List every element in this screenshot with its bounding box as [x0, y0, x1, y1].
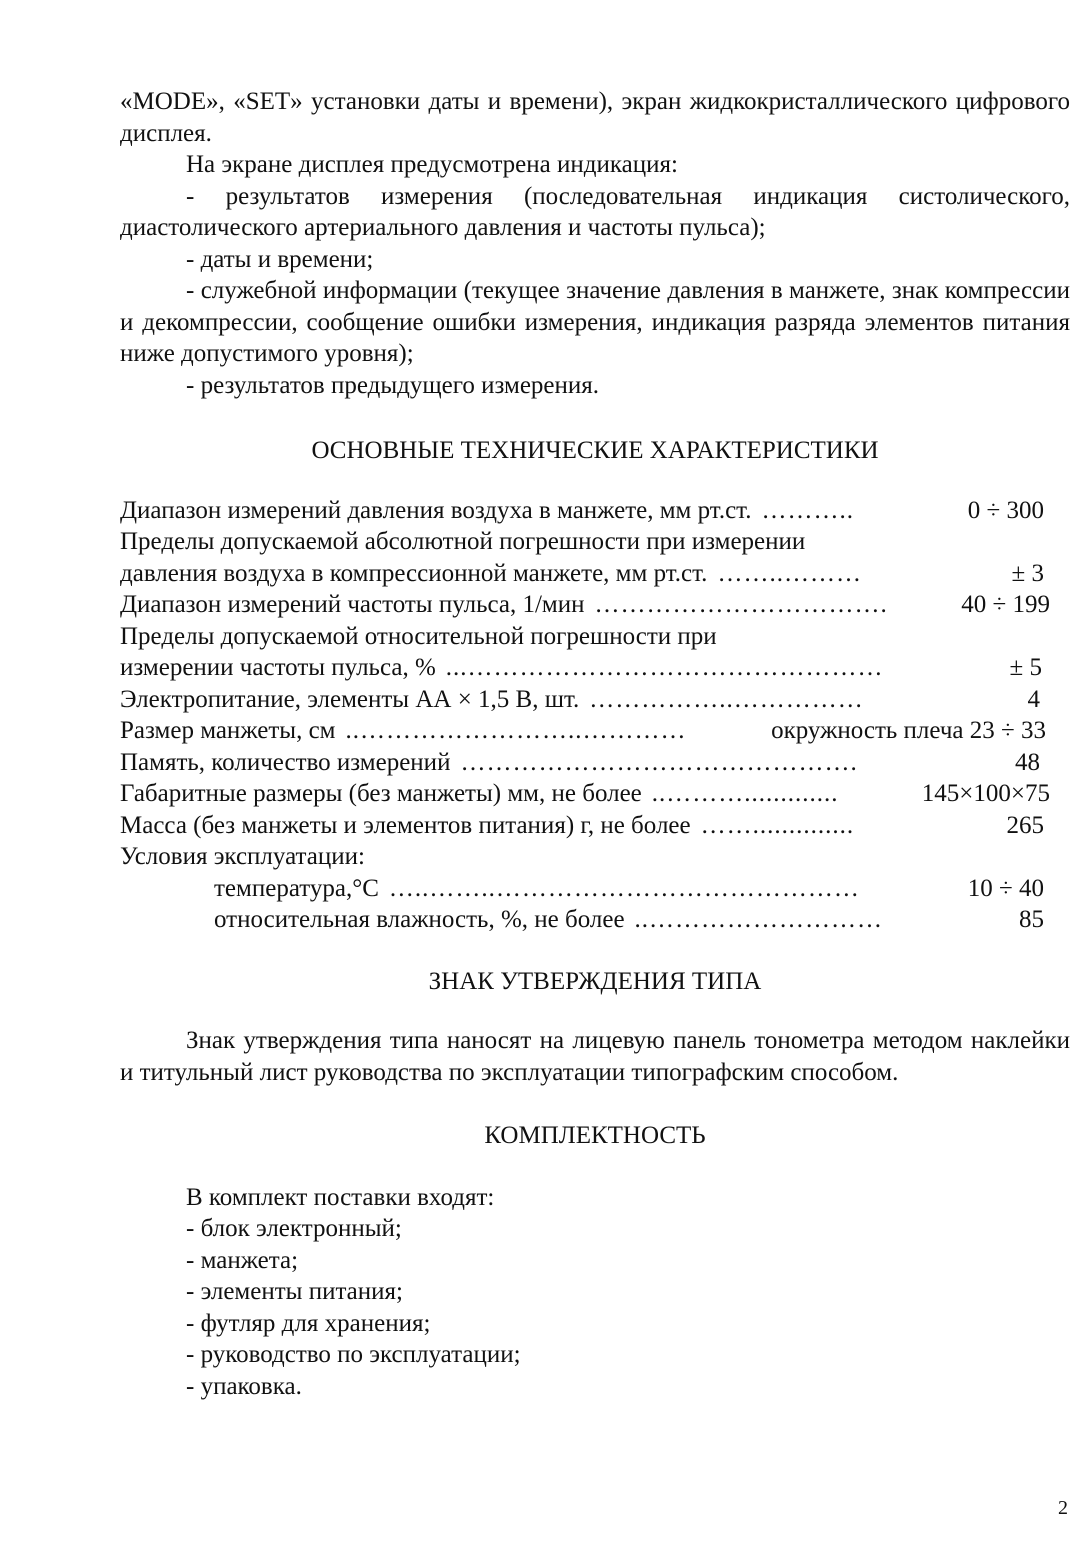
spec-value: 265	[1006, 811, 1044, 839]
spec-row	[120, 904, 1070, 936]
spec-row	[120, 621, 1070, 653]
specs-list	[120, 495, 1070, 936]
spec-value: 48	[1015, 748, 1040, 776]
spec-row	[120, 684, 1070, 716]
spec-row	[120, 589, 1070, 621]
spec-label: Размер манжеты, см	[120, 717, 336, 744]
spec-row	[120, 558, 1070, 590]
completeness-intro: В комплект поставки входят:	[186, 1183, 495, 1211]
spec-label: измерении частоты пульса, %	[120, 654, 436, 681]
section-heading-approval: ЗНАК УТВЕРЖДЕНИЯ ТИПА	[428, 967, 762, 995]
spec-leader: ……..………	[717, 559, 862, 587]
spec-label: Пределы допускаемой абсолютной погрешности при измерении	[120, 528, 806, 555]
spec-leader: ..……….............	[651, 780, 839, 807]
spec-label: Пределы допускаемой относительной погрешности при	[120, 622, 717, 650]
document-page	[120, 86, 1070, 1402]
spec-label: температура,°С	[214, 874, 379, 902]
intro-list-item: - даты и времени;	[186, 245, 374, 273]
spec-value: ± 5	[1009, 654, 1042, 681]
intro-paragraph: «MODE», «SET» установки даты и времени), экран жидкокристаллического цифрового дисплея.	[120, 88, 1070, 147]
spec-row	[120, 715, 1070, 747]
spec-value: 10 ÷ 40	[967, 874, 1044, 902]
spec-label: Память, количество измерений	[120, 748, 451, 776]
spec-label: Диапазон измерений давления воздуха в манжете, мм рт.ст.	[120, 496, 752, 524]
spec-label: Диапазон измерений частоты пульса, 1/мин	[120, 591, 585, 618]
completeness-item: - упаковка.	[186, 1372, 302, 1400]
spec-leader: ……………………………………….	[460, 748, 858, 776]
spec-leader: ……………..……………	[589, 685, 864, 713]
spec-value: ± 3	[1011, 559, 1044, 587]
spec-row	[120, 495, 1070, 527]
spec-row	[120, 873, 1070, 905]
spec-value: 40 ÷ 199	[961, 591, 1050, 618]
spec-label: Условия эксплуатации:	[120, 843, 365, 870]
spec-value: 145×100×75	[921, 780, 1050, 807]
spec-row	[120, 810, 1070, 842]
completeness-item: - блок электронный;	[186, 1215, 402, 1242]
spec-leader: ………..	[761, 496, 854, 524]
spec-leader: …..……..……………………………………	[388, 874, 860, 902]
intro-indication-lead: На экране дисплея предусмотрена индикация:	[186, 151, 678, 178]
spec-leader: ...…………………………………………	[445, 654, 884, 681]
spec-leader: ……..............	[700, 811, 855, 839]
spec-label: Электропитание, элементы АА × 1,5 В, шт.	[120, 685, 580, 713]
spec-label: давления воздуха в компрессионной манжете, мм рт.ст.	[120, 559, 708, 587]
spec-value: окружность плеча 23 ÷ 33	[771, 717, 1046, 744]
spec-label: Габаритные размеры (без манжеты) мм, не более	[120, 780, 642, 807]
page-number: 2	[1058, 1497, 1068, 1519]
completeness-item: - манжета;	[186, 1246, 299, 1274]
spec-leader: …………………………….	[594, 591, 888, 618]
spec-value: 4	[1027, 685, 1040, 713]
completeness-item: - руководство по эксплуатации;	[186, 1341, 521, 1368]
spec-value: 0 ÷ 300	[967, 496, 1044, 524]
completeness-item: - футляр для хранения;	[186, 1309, 431, 1337]
spec-label: Масса (без манжеты и элементов питания) г, не более	[120, 811, 691, 839]
section-heading-specs: ОСНОВНЫЕ ТЕХНИЧЕСКИЕ ХАРАКТЕРИСТИКИ	[311, 437, 879, 464]
spec-row	[120, 841, 1070, 873]
spec-leader: ..……………………..…………	[345, 717, 687, 744]
spec-label: относительная влажность, %, не более	[214, 906, 625, 933]
intro-list-item: - результатов измерения (последовательная индикация систолического, диастолического артериального давления и частоты пульса);	[120, 182, 1070, 241]
spec-leader: ..………………………	[634, 906, 884, 933]
completeness-item: - элементы питания;	[186, 1278, 403, 1305]
spec-row	[120, 652, 1070, 684]
completeness-list	[120, 1182, 1070, 1403]
section-heading-completeness: КОМПЛЕКТНОСТЬ	[484, 1122, 706, 1149]
spec-value: 85	[1019, 906, 1044, 933]
intro-list-item: - служебной информации (текущее значение давления в манжете, знак компрессии и декомпрессии, сообщение ошибки измерения, индикация разряда элементов питания ниже допустимого уровня);	[120, 277, 1070, 367]
spec-row	[120, 747, 1070, 779]
spec-row	[120, 778, 1070, 810]
intro-list-item: - результатов предыдущего измерения.	[186, 371, 600, 399]
spec-row	[120, 526, 1070, 558]
approval-paragraph: Знак утверждения типа наносят на лицевую панель тонометра методом наклейки и титульный лист руководства по эксплуатации типографским способом.	[120, 1027, 1070, 1086]
